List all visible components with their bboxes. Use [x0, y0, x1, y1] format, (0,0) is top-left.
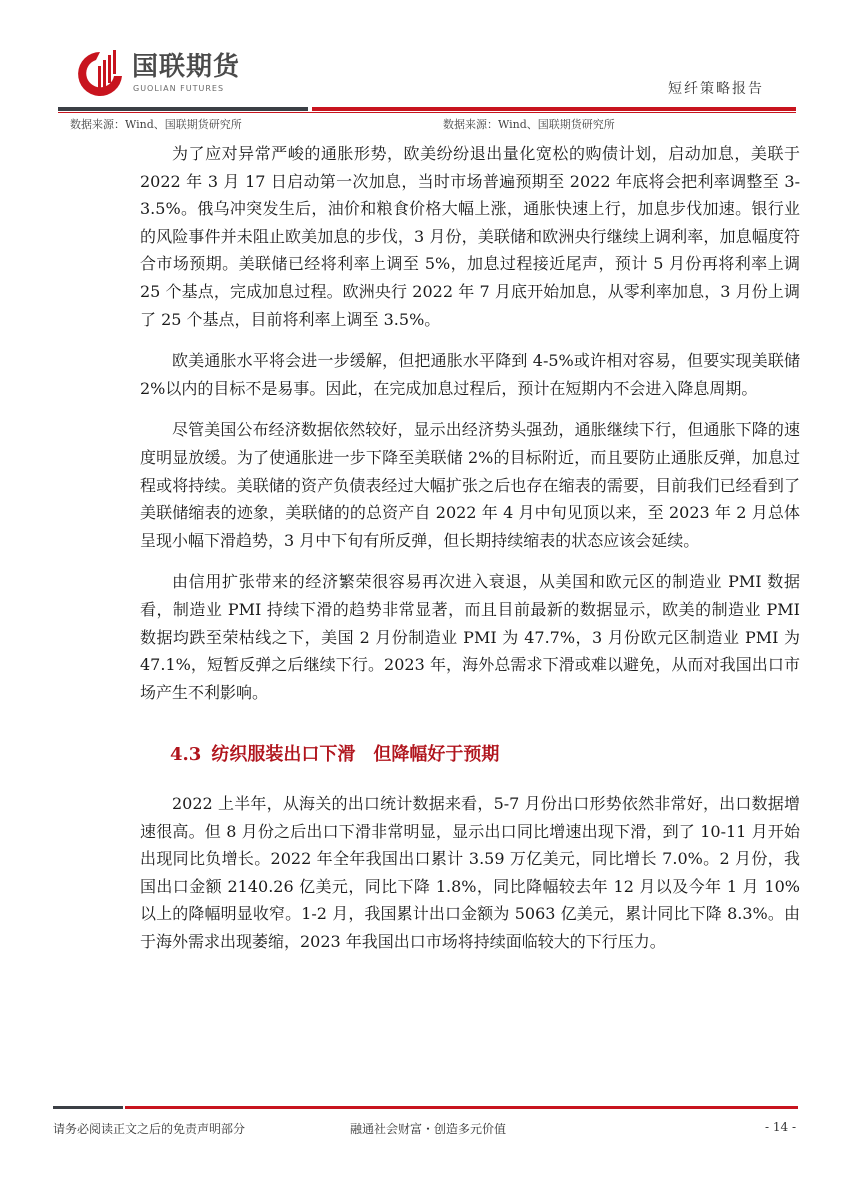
body-text	[140, 140, 800, 706]
page-number: - 14 -	[764, 1120, 796, 1134]
paragraph: 尽管美国公布经济数据依然较好，显示出经济势头强劲，通胀继续下行，但通胀下降的速度明显放缓。为了使通胀进一步下降至美联储 2%的目标附近，而且要防止通胀反弹，加息过程或将持续。美联储的资产负债表经过大幅扩张之后也存在缩表的需要，目前我们已经看到了美联储缩表的迹象，美联储的的总资产自 2022 年 4 月中旬见顶以来，至 2023 年 2 月总体呈现小幅下滑趋势，3 月中下旬有所反弹，但长期持续缩表的状态应该会延续。	[140, 420, 800, 550]
section-title-text: 纺织服装出口下滑 但降幅好于预期	[211, 744, 500, 765]
paragraph: 由信用扩张带来的经济繁荣很容易再次进入衰退，从美国和欧元区的制造业 PMI 数据看，制造业 PMI 持续下滑的趋势非常显著，而且目前最新的数据显示，欧美的制造业 PMI 数据均跌至荣枯线之下，美国 2 月份制造业 PMI 为 47.7%，3 月份欧元区制造业 PMI 为 47.1%，短暂反弹之后继续下行。2023 年，海外总需求下滑或难以避免，从而对我国出口市场产生不利影响。	[140, 572, 800, 702]
section-body-text	[140, 790, 800, 956]
guolian-logo-icon	[74, 48, 126, 98]
header-divider-red	[312, 107, 796, 111]
brand-name-cn: 国联期货	[132, 52, 241, 82]
footer-disclaimer: 请务必阅读正文之后的免责声明部分	[53, 1122, 246, 1136]
paragraph: 为了应对异常严峻的通胀形势，欧美纷纷退出量化宽松的购债计划，启动加息，美联于 2022 年 3 月 17 日启动第一次加息，当时市场普遍预期至 2022 年底将会把利率调整至 3-3.5%。俄乌冲突发生后，油价和粮食价格大幅上涨，通胀快速上行，加息步伐加速。银行业的风险事件并未阻止欧美加息的步伐，3 月份，美联储和欧洲央行继续上调利率，加息幅度符合市场预期。美联储已经将利率上调至 5%，加息过程接近尾声，预计 5 月份再将利率上调 25 个基点，完成加息过程。欧洲央行 2022 年 7 月底开始加息，从零利率加息，3 月份上调了 25 个基点，目前将利率上调至 3.5%。	[140, 144, 800, 329]
page-header	[0, 0, 850, 130]
section-number: 4.3	[170, 744, 202, 765]
paragraph: 欧美通胀水平将会进一步缓解，但把通胀水平降到 4-5%或许相对容易，但要实现美联储 2%以内的目标不是易事。因此，在完成加息过程后，预计在短期内不会进入降息周期。	[140, 351, 800, 398]
data-source-right: 数据来源：Wind、国联期货研究所	[443, 118, 615, 131]
brand-name-en: GUOLIAN FUTURES	[133, 84, 225, 93]
section-heading	[170, 740, 499, 766]
footer-slogan: 融通社会财富・创造多元价值	[349, 1122, 506, 1136]
data-source-left: 数据来源：Wind、国联期货研究所	[70, 118, 242, 131]
report-type: 短纤策略报告	[668, 81, 764, 97]
footer-divider-dark	[53, 1106, 123, 1109]
footer-divider-red	[125, 1106, 798, 1109]
header-divider-dark	[58, 107, 308, 111]
header-divider-thin	[58, 112, 796, 113]
paragraph: 2022 上半年，从海关的出口统计数据来看，5-7 月份出口形势依然非常好，出口数据增速很高。但 8 月份之后出口下滑非常明显，显示出口同比增速出现下滑，到了 10-11 月开始出现同比负增长。2022 年全年我国出口累计 3.59 万亿美元，同比增长 7.0%。2 月份，我国出口金额 2140.26 亿美元，同比下降 1.8%，同比降幅较去年 12 月以及今年 1 月 10%以上的降幅明显收窄。1-2 月，我国累计出口金额为 5063 亿美元，累计同比下降 8.3%。由于海外需求出现萎缩，2023 年我国出口市场将持续面临较大的下行压力。	[140, 794, 800, 951]
